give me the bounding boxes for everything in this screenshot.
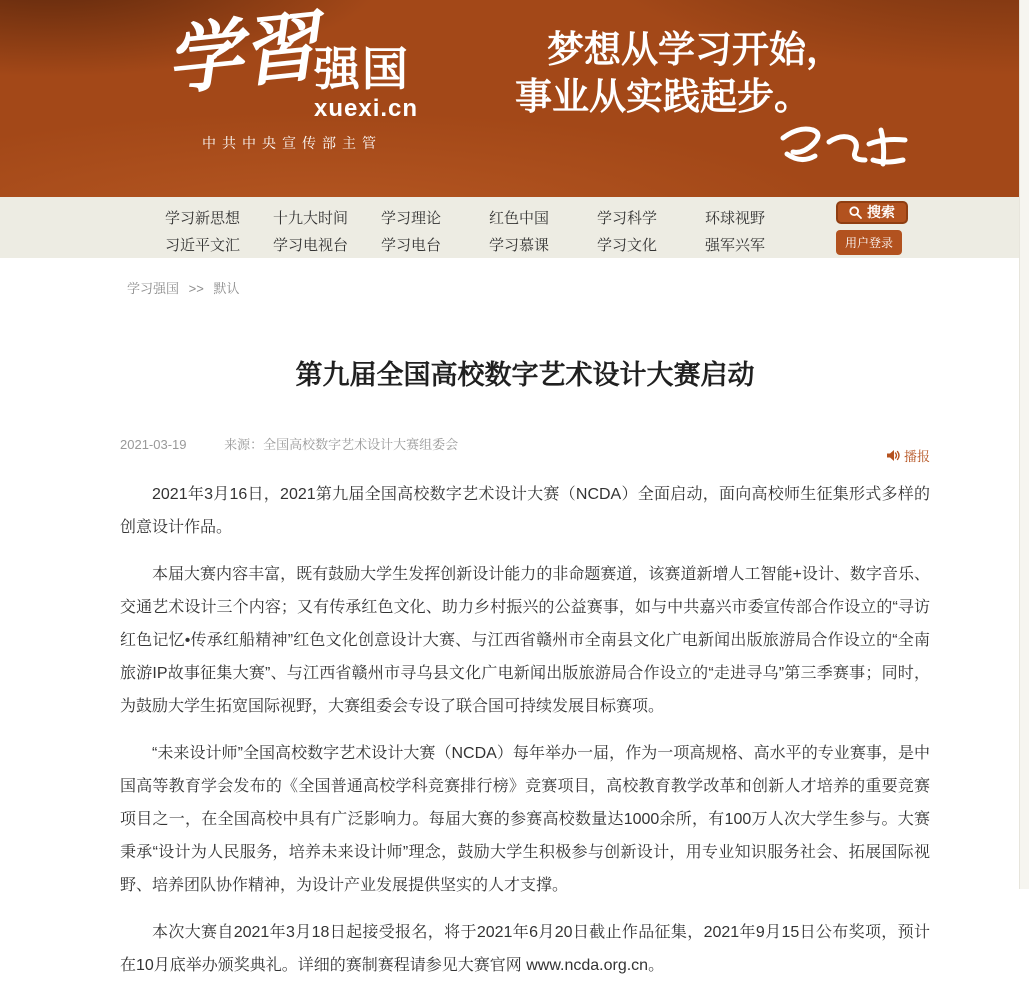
site-logo[interactable] bbox=[161, 5, 419, 153]
nav-item-lilun[interactable]: 学习理论 bbox=[381, 210, 442, 227]
nav-row-2 bbox=[165, 231, 813, 258]
nav-item-muke[interactable]: 学习慕课 bbox=[489, 237, 550, 254]
slogan-line-1: 梦想从学习开始， bbox=[547, 30, 843, 71]
broadcast-button[interactable] bbox=[886, 446, 930, 465]
article-meta bbox=[120, 434, 930, 464]
logo-bold-text: 强国 bbox=[314, 43, 410, 95]
speaker-icon bbox=[886, 449, 900, 462]
nav-item-qiangjun[interactable]: 强军兴军 bbox=[705, 237, 766, 254]
logo-wordmark bbox=[161, 5, 419, 123]
article-body bbox=[120, 478, 930, 982]
nav-item-wenhua[interactable]: 学习文化 bbox=[597, 237, 658, 254]
slogan-line-2: 事业从实践起步。 bbox=[515, 76, 811, 118]
article-paragraph: 本届大赛内容丰富，既有鼓励大学生发挥创新设计能力的非命题赛道，该赛道新增人工智能+设计、数字音乐、交通艺术设计三个内容；又有传承红色文化、助力乡村振兴的公益赛事，如与中共嘉兴市委宣传部合作设立的“寻访红色记忆•传承红船精神”红色文化创意设计大赛、与江西省赣州市全南县文化广电新闻出版旅游局合作设立的“全南旅游IP故事征集大赛”、与江西省赣州市寻乌县文化广电新闻出版旅游局合作设立的“走进寻乌”第三季赛事；同时，为鼓励大学生拓宽国际视野，大赛组委会专设了联合国可持续发展目标赛项。 bbox=[120, 566, 930, 715]
logo-domain-text: xuexi.cn bbox=[314, 95, 419, 122]
article-source: 来源：全国高校数字艺术设计大赛组委会 bbox=[224, 437, 459, 452]
nav-item-wenhui[interactable]: 习近平文汇 bbox=[165, 237, 241, 254]
nav-row-1 bbox=[165, 204, 813, 231]
article-paragraph: 本次大赛自2021年3月18日起接受报名，将于2021年6月20日截止作品征集，2021年9月15日公布奖项，预计在10月底举办颁奖典礼。详细的赛制赛程请参见大赛官网 www.ncda.org.cn。 bbox=[120, 924, 930, 974]
nav-item-dianshitai[interactable]: 学习电视台 bbox=[273, 237, 349, 254]
logo-calligraphy-text: 学習 bbox=[161, 5, 322, 105]
nav-item-shijiuda[interactable]: 十九大时间 bbox=[273, 210, 349, 227]
nav-item-diantai[interactable]: 学习电台 bbox=[381, 237, 442, 254]
nav-buttons bbox=[836, 201, 908, 255]
signature-icon bbox=[777, 120, 917, 172]
breadcrumb-section-link[interactable]: 默认 bbox=[213, 281, 240, 296]
nav-item-huanqiu[interactable]: 环球视野 bbox=[705, 210, 766, 227]
nav-links bbox=[165, 204, 813, 258]
header-slogan bbox=[515, 32, 917, 172]
site-header bbox=[0, 0, 1019, 197]
article-paragraph: “未来设计师”全国高校数字艺术设计大赛（NCDA）每年举办一届，作为一项高规格、高水平的专业赛事，是中国高等教育学会发布的《全国普通高校学科竞赛排行榜》竞赛项目，高校教育教学改革和创新人才培养的重要竞赛项目之一，在全国高校中具有广泛影响力。每届大赛的参赛高校数量达1000余所，有100万人次大学生参与。大赛秉承“设计为人民服务，培养未来设计师”理念，鼓励大学生积极参与创新设计，用专业知识服务社会、拓展国际视野、培养团队协作精神，为设计产业发展提供坚实的人才支撑。 bbox=[120, 745, 930, 894]
breadcrumb bbox=[127, 278, 1029, 297]
nav-item-hongse[interactable]: 红色中国 bbox=[489, 210, 550, 227]
article-container bbox=[120, 353, 930, 982]
broadcast-label: 播报 bbox=[903, 449, 930, 464]
page-scrollbar[interactable] bbox=[1019, 0, 1029, 889]
article-paragraph: 2021年3月16日，2021第九届全国高校数字艺术设计大赛（NCDA）全面启动，面向高校师生征集形式多样的创意设计作品。 bbox=[120, 486, 930, 536]
search-button[interactable] bbox=[836, 201, 908, 224]
logo-subtitle: 中共中央宣传部主管 bbox=[202, 135, 383, 151]
search-button-label: 搜索 bbox=[867, 204, 895, 220]
main-nav bbox=[0, 197, 1019, 258]
nav-item-xinsixiang[interactable]: 学习新思想 bbox=[165, 210, 241, 227]
breadcrumb-site-link[interactable]: 学习强国 bbox=[127, 281, 180, 296]
nav-item-kexue[interactable]: 学习科学 bbox=[597, 210, 658, 227]
search-icon bbox=[849, 206, 862, 219]
breadcrumb-separator: >> bbox=[188, 281, 204, 296]
logo-right-block bbox=[314, 43, 419, 123]
article-title: 第九届全国高校数字艺术设计大赛启动 bbox=[295, 360, 755, 390]
user-login-button[interactable]: 用户登录 bbox=[836, 230, 902, 255]
article-date: 2021-03-19 bbox=[120, 437, 187, 452]
